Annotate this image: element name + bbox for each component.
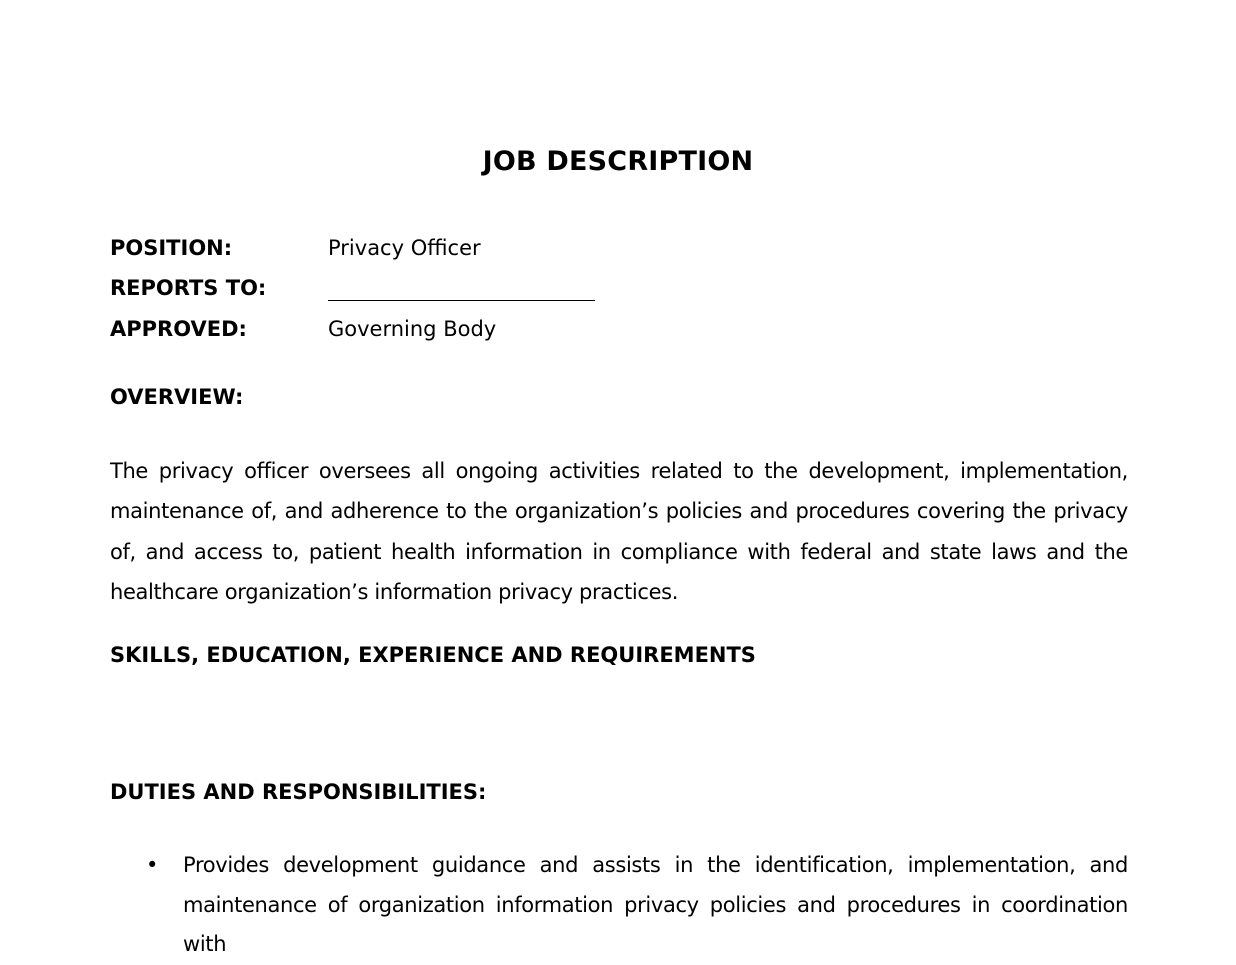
overview-paragraph: The privacy officer oversees all ongoing activities related to the development, implementation, maintenance of, and adherence to the organization’s policies and procedures covering the privacy of, and access to, patient health information in compliance with federal and state laws and the healthcare organization’s information privacy practices.: [110, 459, 1128, 604]
duty-text: Provides development guidance and assists in the identification, implementation, and maintenance of organization information privacy policies and procedures in coordination with: [183, 853, 1128, 956]
duties-list: [110, 846, 1128, 965]
overview-heading: OVERVIEW:: [110, 385, 244, 409]
skills-heading: SKILLS, EDUCATION, EXPERIENCE AND REQUIREMENTS: [110, 643, 756, 667]
approved-label: APPROVED:: [110, 317, 247, 341]
position-label: POSITION:: [110, 236, 233, 260]
reports-to-label: REPORTS TO:: [110, 276, 267, 300]
position-value: Privacy Officer: [328, 236, 481, 260]
bullet-icon: •: [146, 853, 159, 877]
approved-value: Governing Body: [328, 317, 497, 341]
document-title: JOB DESCRIPTION: [482, 146, 754, 177]
duties-heading: DUTIES AND RESPONSIBILITIES:: [110, 780, 487, 804]
duty-list-item: [110, 846, 1128, 965]
reports-to-blank-line: [328, 300, 595, 301]
